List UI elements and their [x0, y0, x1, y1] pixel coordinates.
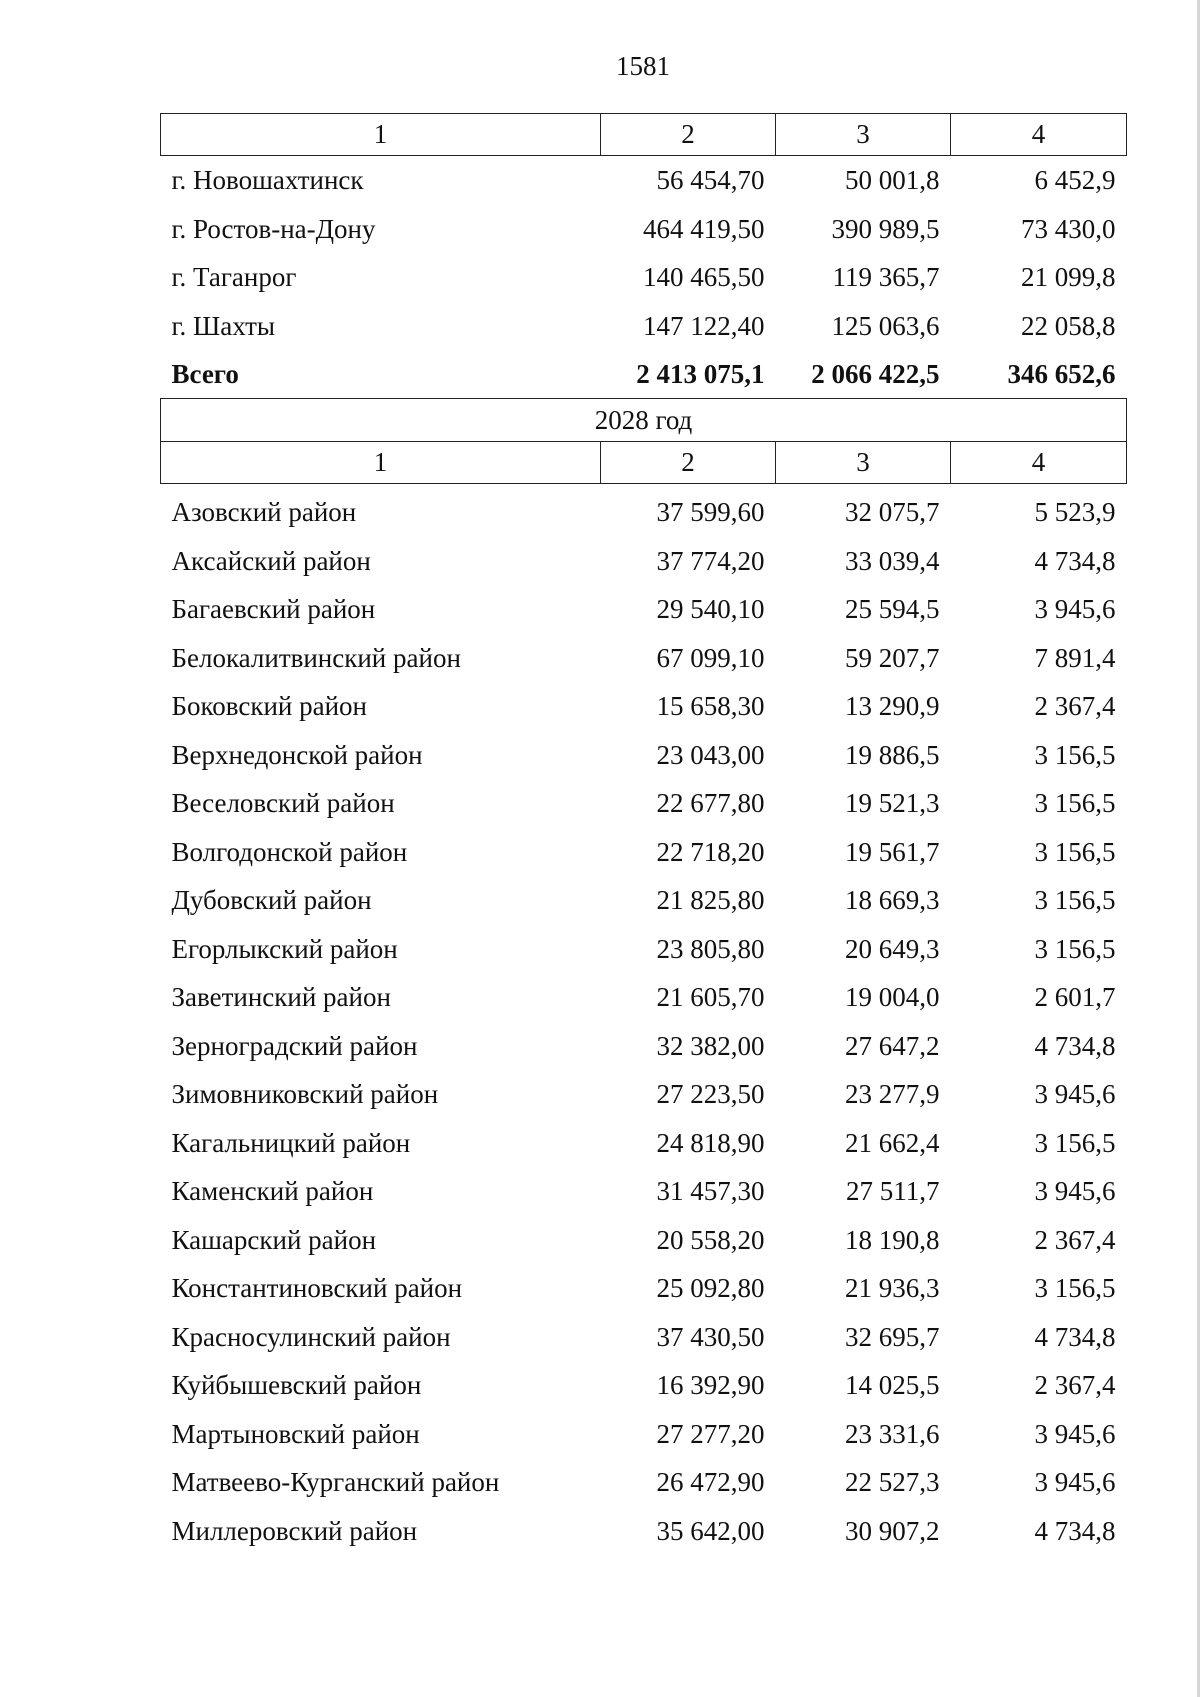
row-name: Матвеево-Курганский район	[171, 1467, 500, 1497]
column-4-value: 22 058,8	[1021, 310, 1116, 341]
table-row	[161, 585, 1127, 634]
table-row	[161, 1410, 1127, 1459]
column-4-value: 3 156,5	[1034, 836, 1116, 867]
column-4-value: 3 156,5	[1034, 1273, 1116, 1303]
row-name: Куйбышевский район	[171, 1370, 422, 1400]
column-3-value: 27 511,7	[846, 1176, 940, 1206]
column-3-value: 59 207,7	[845, 642, 940, 673]
table-row	[161, 779, 1127, 828]
column-2-value: 23 043,00	[656, 739, 765, 770]
column-4-value: 5 523,9	[1034, 497, 1116, 527]
column-4-value: 3 945,6	[1034, 1418, 1116, 1449]
column-3-value: 27 647,2	[845, 1030, 940, 1061]
row-name: Белокалитвинский район	[171, 642, 461, 673]
total-row	[161, 350, 1127, 399]
column-4-value: 7 891,4	[1034, 642, 1116, 673]
column-2-value: 147 122,40	[643, 310, 765, 341]
table-row	[161, 488, 1127, 537]
column-2-value: 27 223,50	[656, 1079, 765, 1109]
column-3-value: 25 594,5	[845, 594, 940, 624]
table-row	[161, 1361, 1127, 1410]
column-4-value: 21 099,8	[1021, 262, 1116, 292]
column-2-value: 31 457,30	[656, 1176, 765, 1206]
row-name: Зимовниковский район	[171, 1079, 439, 1109]
column-header-3: 3	[776, 442, 951, 484]
table-row	[161, 634, 1127, 683]
column-3-value: 30 907,2	[845, 1515, 940, 1546]
row-name: Веселовский район	[171, 788, 395, 818]
table-row	[161, 876, 1127, 925]
column-3-value: 14 025,5	[845, 1370, 940, 1400]
table-row	[161, 1264, 1127, 1313]
row-name: Заветинский район	[171, 982, 391, 1012]
column-2-value: 67 099,10	[656, 642, 765, 673]
table-row	[161, 253, 1127, 302]
table-row	[161, 925, 1127, 974]
column-header-row	[161, 114, 1127, 156]
table-row	[161, 1216, 1127, 1265]
column-header-2: 2	[601, 442, 776, 484]
column-4-value: 2 367,4	[1034, 1224, 1116, 1255]
column-4-value: 2 367,4	[1034, 1370, 1116, 1400]
row-name: Красносулинский район	[171, 1321, 451, 1352]
column-4-value: 3 156,5	[1034, 885, 1116, 915]
table-row	[161, 205, 1127, 254]
column-4-value: 3 156,5	[1034, 788, 1116, 818]
row-name: г. Шахты	[171, 310, 276, 341]
column-4-value: 6 452,9	[1034, 165, 1116, 195]
column-header-1: 1	[161, 442, 601, 484]
column-header-3: 3	[776, 114, 951, 156]
table-row	[161, 1507, 1127, 1556]
column-header-2: 2	[601, 114, 776, 156]
allocation-table	[160, 113, 1127, 1555]
column-2-value: 464 419,50	[643, 213, 765, 244]
column-4-value: 4 734,8	[1034, 545, 1116, 576]
column-3-value: 21 936,3	[845, 1273, 940, 1303]
column-3-value: 119 365,7	[832, 262, 940, 292]
column-4-value: 4 734,8	[1034, 1030, 1116, 1061]
row-name: Азовский район	[171, 497, 357, 527]
column-4-value: 3 945,6	[1034, 594, 1116, 624]
column-2-value: 27 277,20	[656, 1418, 765, 1449]
column-3-value: 21 662,4	[845, 1127, 940, 1158]
table-row	[161, 1022, 1127, 1071]
table-row	[161, 828, 1127, 877]
column-2-value: 140 465,50	[643, 262, 765, 292]
column-2-value: 37 774,20	[656, 545, 765, 576]
row-name: Волгодонской район	[171, 836, 408, 867]
column-3-value: 32 695,7	[845, 1321, 940, 1352]
column-2-value: 37 599,60	[656, 497, 765, 527]
table-row	[161, 1313, 1127, 1362]
section-title-row	[161, 399, 1127, 442]
column-3-value: 18 190,8	[845, 1224, 940, 1255]
column-3-value: 32 075,7	[845, 497, 940, 527]
column-2-value: 21 825,80	[656, 885, 765, 915]
row-name: г. Новошахтинск	[171, 165, 364, 195]
column-3-value: 19 561,7	[845, 836, 940, 867]
table-body	[161, 114, 1127, 1556]
column-4-value: 3 945,6	[1034, 1176, 1116, 1206]
table-row	[161, 302, 1127, 351]
row-name: Дубовский район	[171, 885, 372, 915]
column-4-value: 73 430,0	[1021, 213, 1116, 244]
column-3-value: 23 331,6	[845, 1418, 940, 1449]
column-3-value: 18 669,3	[845, 885, 940, 915]
section-title: 2028 год	[161, 399, 1127, 442]
row-name: Миллеровский район	[171, 1515, 418, 1546]
column-2-value: 25 092,80	[656, 1273, 765, 1303]
column-2-value: 26 472,90	[656, 1467, 765, 1497]
table-row	[161, 731, 1127, 780]
column-header-4: 4	[951, 114, 1127, 156]
table-row	[161, 682, 1127, 731]
column-4-value: 3 156,5	[1034, 1127, 1116, 1158]
column-3-value: 19 886,5	[845, 739, 940, 770]
row-name: Мартыновский район	[171, 1418, 420, 1449]
column-header-row-2028	[161, 442, 1127, 484]
column-2-value: 20 558,20	[656, 1224, 765, 1255]
row-name: Егорлыкский район	[171, 933, 398, 964]
table-row	[161, 156, 1127, 205]
column-2-value: 56 454,70	[656, 165, 765, 195]
column-2-value: 29 540,10	[656, 594, 765, 624]
row-name: Зерноградский район	[171, 1030, 418, 1061]
table-row	[161, 1119, 1127, 1168]
column-3-value: 125 063,6	[831, 310, 940, 341]
column-2-value: 21 605,70	[656, 982, 765, 1012]
column-4-value: 2 601,7	[1034, 982, 1116, 1012]
column-4-value: 3 156,5	[1034, 933, 1116, 964]
column-2-value: 16 392,90	[656, 1370, 765, 1400]
column-3-value: 20 649,3	[845, 933, 940, 964]
table-row	[161, 1458, 1127, 1507]
column-2-value: 32 382,00	[656, 1030, 765, 1061]
row-name: Кагальницкий район	[171, 1127, 411, 1158]
column-2-value: 37 430,50	[656, 1321, 765, 1352]
column-3-value: 33 039,4	[845, 545, 940, 576]
row-name: Боковский район	[171, 691, 367, 721]
table-row	[161, 973, 1127, 1022]
column-3-value: 2 066 422,5	[811, 359, 940, 389]
table-row	[161, 1070, 1127, 1119]
column-3-value: 13 290,9	[845, 691, 940, 721]
row-name: Кашарский район	[171, 1224, 377, 1255]
row-name: Багаевский район	[171, 594, 376, 624]
column-header-4: 4	[951, 442, 1127, 484]
column-2-value: 2 413 075,1	[636, 359, 765, 389]
row-name: г. Ростов-на-Дону	[171, 213, 376, 244]
column-3-value: 390 989,5	[831, 213, 940, 244]
column-4-value: 3 945,6	[1034, 1079, 1116, 1109]
column-4-value: 3 945,6	[1034, 1467, 1116, 1497]
table-row	[161, 1167, 1127, 1216]
column-3-value: 22 527,3	[845, 1467, 940, 1497]
column-4-value: 4 734,8	[1034, 1515, 1116, 1546]
column-3-value: 50 001,8	[845, 165, 940, 195]
column-2-value: 22 718,20	[656, 836, 765, 867]
row-name: Всего	[171, 359, 239, 389]
column-4-value: 4 734,8	[1034, 1321, 1116, 1352]
column-3-value: 19 521,3	[845, 788, 940, 818]
row-name: Каменский район	[171, 1176, 374, 1206]
column-2-value: 15 658,30	[656, 691, 765, 721]
column-2-value: 24 818,90	[656, 1127, 765, 1158]
column-2-value: 35 642,00	[656, 1515, 765, 1546]
row-name: Аксайский район	[171, 545, 371, 576]
row-name: Константиновский район	[171, 1273, 463, 1303]
column-3-value: 19 004,0	[845, 982, 940, 1012]
column-4-value: 2 367,4	[1034, 691, 1116, 721]
column-3-value: 23 277,9	[845, 1079, 940, 1109]
page-number: 1581	[616, 51, 670, 81]
column-4-value: 346 652,6	[1007, 359, 1116, 389]
column-4-value: 3 156,5	[1034, 739, 1116, 770]
table-row	[161, 537, 1127, 586]
column-header-1: 1	[161, 114, 601, 156]
row-name: г. Таганрог	[171, 262, 297, 292]
row-name: Верхнедонской район	[171, 739, 423, 770]
column-2-value: 23 805,80	[656, 933, 765, 964]
column-2-value: 22 677,80	[656, 788, 765, 818]
